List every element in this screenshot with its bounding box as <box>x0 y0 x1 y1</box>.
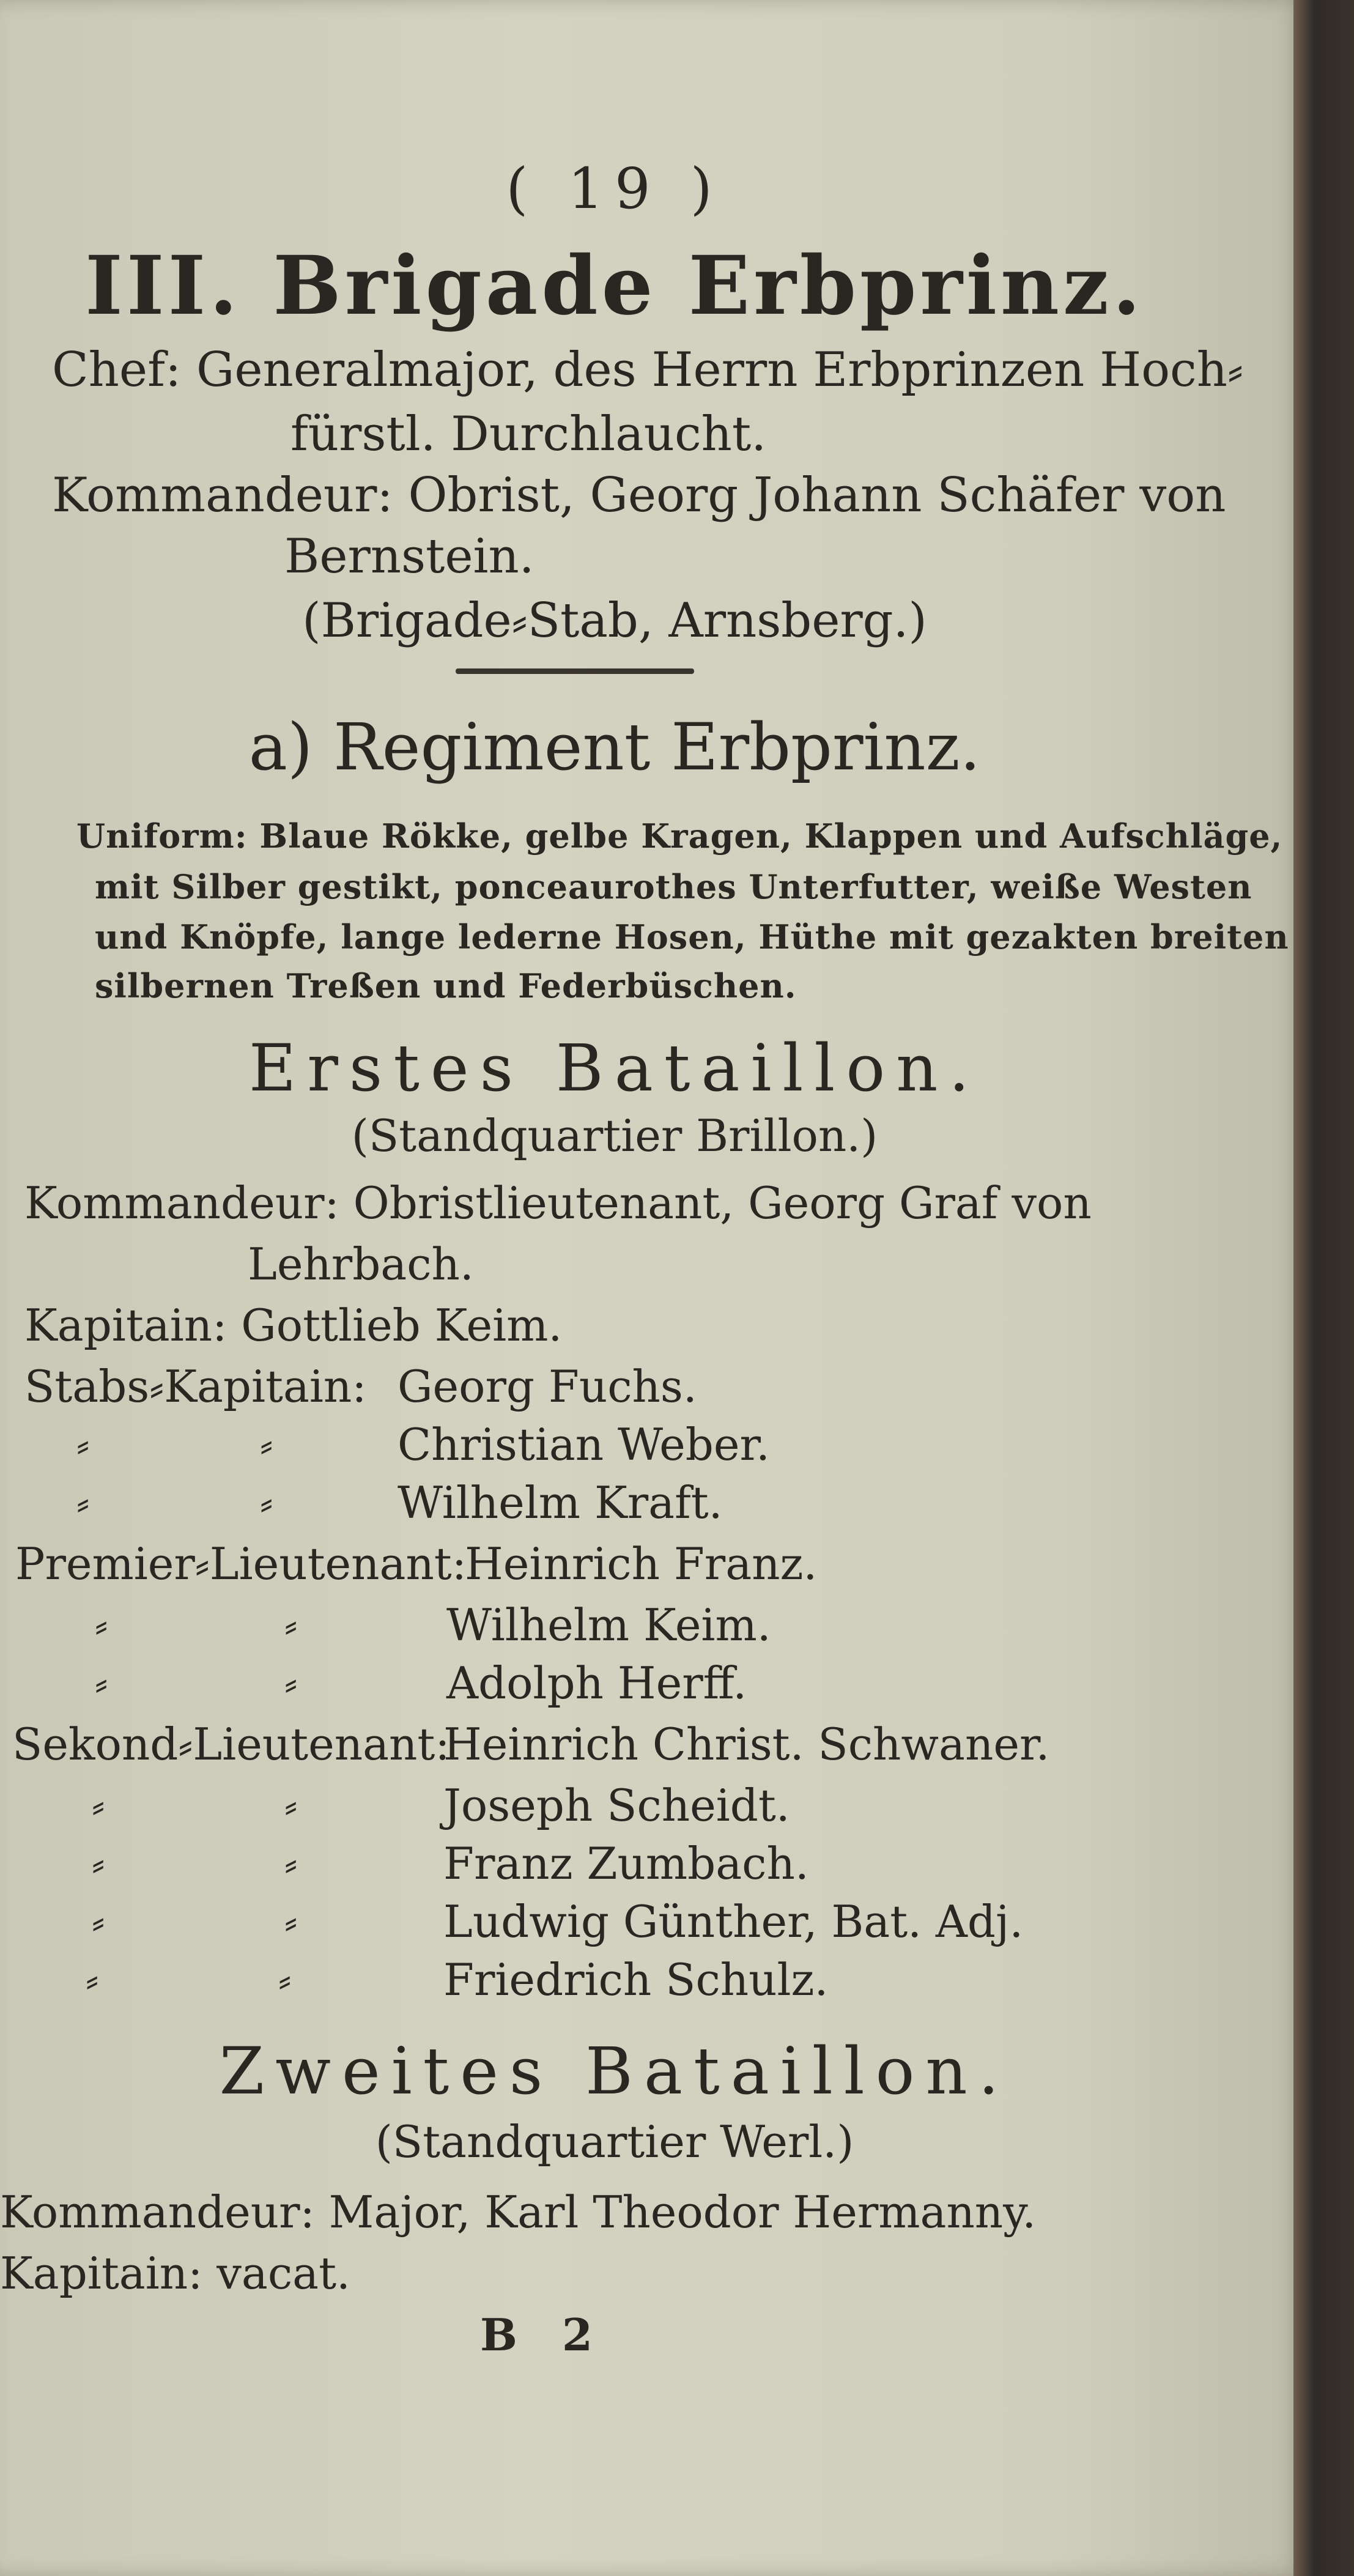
brigade-stab: (Brigade⸗Stab, Arnsberg.) <box>302 593 927 648</box>
bataillon-2-kapitain: Kapitain: vacat. <box>0 2248 350 2299</box>
brigade-kommandeur-line-1: Kommandeur: Obrist, Georg Johann Schäfer von <box>52 468 1226 523</box>
bataillon-1-quartier: (Standquartier Brillon.) <box>351 1110 878 1161</box>
sekond-lieutenant-4: Ludwig Günther, Bat. Adj. <box>443 1896 1024 1947</box>
ditto-mark: ⸗ <box>92 1783 105 1828</box>
sekond-lieutenant-3: Franz Zumbach. <box>443 1838 809 1889</box>
ditto-mark: ⸗ <box>284 1841 298 1886</box>
stabs-kapitain-label: Stabs⸗Kapitain: <box>24 1361 367 1412</box>
bataillon-2-quartier: (Standquartier Werl.) <box>375 2116 854 2167</box>
ditto-mark: ⸗ <box>76 1480 90 1525</box>
premier-lieutenant-1: Heinrich Franz. <box>465 1538 818 1590</box>
sekond-lieutenant-1: Heinrich Christ. Schwaner. <box>443 1719 1050 1770</box>
ditto-mark: ⸗ <box>95 1602 108 1648</box>
premier-lieutenant-label: Premier⸗Lieutenant: <box>15 1538 467 1590</box>
ditto-mark: ⸗ <box>92 1899 105 1944</box>
bataillon-1-kapitain: Kapitain: Gottlieb Keim. <box>24 1300 563 1351</box>
stabs-kapitain-2: Christian Weber. <box>398 1419 770 1470</box>
stabs-kapitain-3: Wilhelm Kraft. <box>398 1477 723 1528</box>
brigade-title: III. Brigade Erbprinz. <box>85 239 1144 333</box>
bataillon-1-kommandeur-line-2: Lehrbach. <box>248 1238 474 1290</box>
divider-rule <box>456 668 694 674</box>
stabs-kapitain-1: Georg Fuchs. <box>398 1361 697 1412</box>
ditto-mark: ⸗ <box>95 1660 108 1706</box>
ditto-mark: ⸗ <box>284 1783 298 1828</box>
ditto-mark: ⸗ <box>260 1422 273 1467</box>
ditto-mark: ⸗ <box>86 1957 99 2002</box>
uniform-line-2: mit Silber gestikt, ponceaurothes Unterfutter, weiße Westen <box>95 867 1252 906</box>
ditto-mark: ⸗ <box>284 1602 298 1648</box>
ditto-mark: ⸗ <box>92 1841 105 1886</box>
sekond-lieutenant-2: Joseph Scheidt. <box>443 1780 790 1831</box>
book-spine-edge <box>1293 0 1354 2576</box>
bataillon-1-kommandeur-line-1: Kommandeur: Obristlieutenant, Georg Graf von <box>24 1177 1092 1229</box>
page-number: ( 19 ) <box>506 156 723 221</box>
chef-line-2: fürstl. Durchlaucht. <box>290 407 767 462</box>
ditto-mark: ⸗ <box>278 1957 292 2002</box>
bataillon-2-kommandeur: Kommandeur: Major, Karl Theodor Hermanny. <box>0 2186 1037 2238</box>
premier-lieutenant-3: Adolph Herff. <box>446 1657 747 1709</box>
ditto-mark: ⸗ <box>76 1422 90 1467</box>
sekond-lieutenant-label: Sekond⸗Lieutenant: <box>12 1719 450 1770</box>
premier-lieutenant-2: Wilhelm Keim. <box>446 1599 771 1651</box>
bataillon-1-heading: Erstes Bataillon. <box>248 1031 981 1106</box>
uniform-line-4: silbernen Treßen und Federbüschen. <box>95 966 797 1005</box>
chef-line-1: Chef: Generalmajor, des Herrn Erbprinzen Hoch⸗ <box>52 342 1243 398</box>
bataillon-2-heading: Zweites Bataillon. <box>219 2034 1010 2109</box>
signature-mark: B 2 <box>480 2309 608 2361</box>
ditto-mark: ⸗ <box>284 1660 298 1706</box>
ditto-mark: ⸗ <box>260 1480 273 1525</box>
uniform-line-3: und Knöpfe, lange lederne Hosen, Hüthe mit gezakten breiten <box>95 917 1289 957</box>
ditto-mark: ⸗ <box>284 1899 298 1944</box>
brigade-kommandeur-line-2: Bernstein. <box>284 529 535 584</box>
uniform-line-1: Uniform: Blaue Rökke, gelbe Kragen, Klappen und Aufschläge, <box>76 816 1283 856</box>
sekond-lieutenant-5: Friedrich Schulz. <box>443 1954 829 2005</box>
regiment-heading: a) Regiment Erbprinz. <box>248 709 981 785</box>
